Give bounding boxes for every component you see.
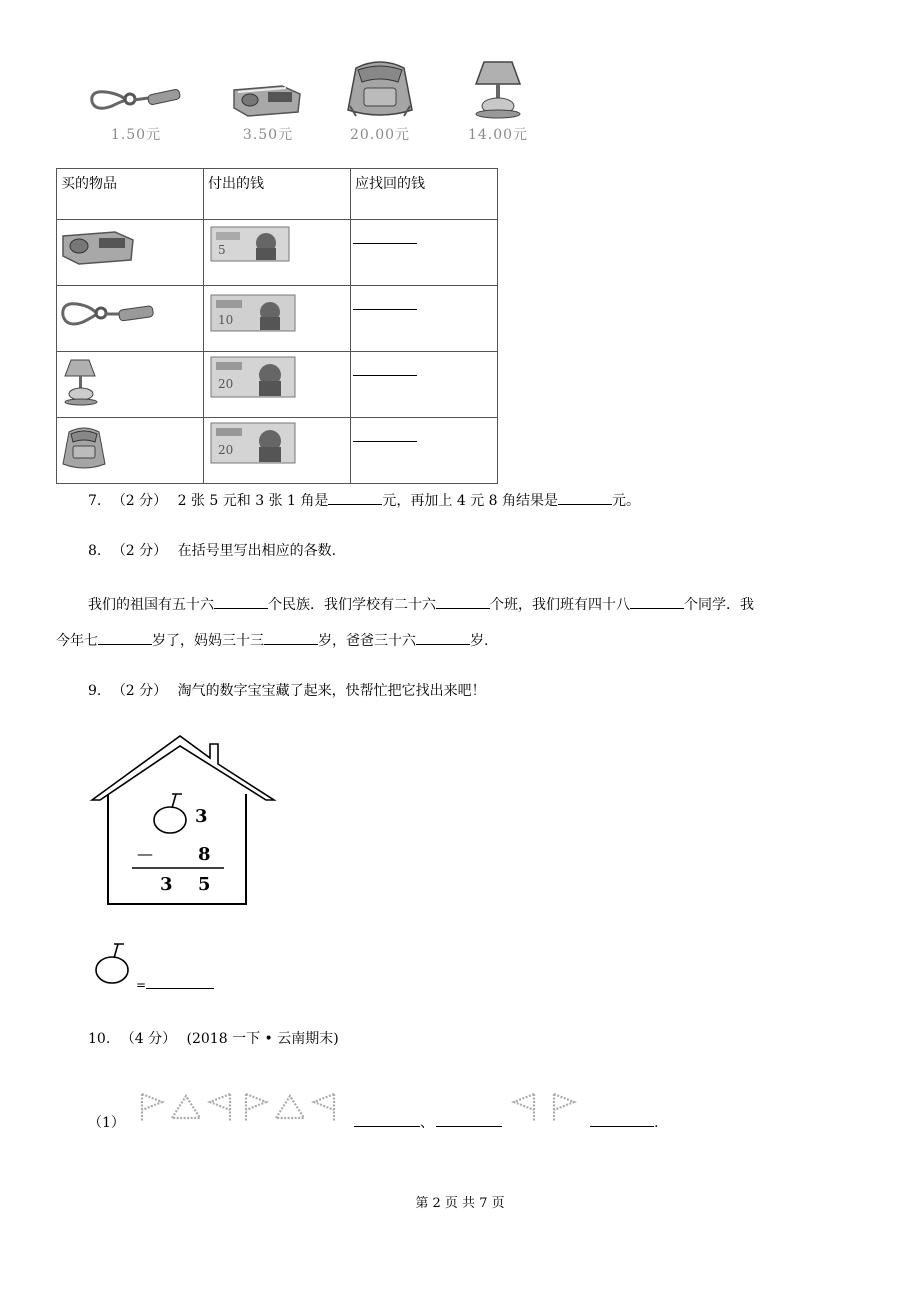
answer-blank[interactable] (214, 594, 268, 609)
question-score: （2 分） (111, 493, 168, 509)
table-row (57, 418, 498, 484)
answer-blank[interactable] (328, 490, 382, 505)
note-value: 5 (218, 243, 226, 257)
price-label: 20.00元 (349, 127, 411, 143)
answer-blank[interactable] (146, 978, 214, 989)
row-change-cell (351, 418, 498, 484)
question-8 (88, 540, 336, 560)
header-change: 应找回的钱 (351, 169, 498, 220)
row-change-cell (351, 220, 498, 286)
question-score: （2 分） (111, 543, 168, 559)
question-text: 个民族．我们学校有二十六 (268, 597, 436, 613)
flag-left-icon (314, 1094, 334, 1122)
pencil-sharpener-icon (59, 224, 139, 268)
row-item-cell (57, 220, 204, 286)
row-paid-cell (204, 418, 351, 484)
flag-right-icon (554, 1094, 574, 1122)
question-number: 10. (88, 1031, 111, 1047)
table-row (57, 220, 498, 286)
note-value: 10 (218, 313, 234, 327)
question-9 (88, 680, 486, 700)
apple-icon (154, 794, 186, 833)
answer-blank[interactable] (98, 630, 152, 645)
answer-blank[interactable] (590, 1112, 654, 1127)
question-text: 2 张 5 元和 3 张 1 角是 (177, 493, 329, 509)
question-text: 今年七 (56, 633, 98, 649)
table-header-row (57, 169, 498, 220)
row-paid-cell (204, 220, 351, 286)
question-number: 9. (88, 683, 102, 699)
answer-blank[interactable] (354, 1112, 420, 1127)
question-text: 个班，我们班有四十八 (490, 597, 630, 613)
header-item: 买的物品 (57, 169, 204, 220)
row-paid-cell (204, 286, 351, 352)
apple-answer (136, 978, 214, 992)
question-prompt: 在括号里写出相应的各数. (177, 543, 337, 559)
question-text: 元，再加上 4 元 8 角结果是 (382, 493, 559, 509)
question-text: 岁了，妈妈三十三 (152, 633, 264, 649)
backpack-icon (342, 60, 418, 120)
banknote-icon (210, 422, 296, 464)
flag-left-icon (514, 1094, 534, 1122)
question-text: 岁，爸爸三十六 (318, 633, 416, 649)
question-number: 7. (88, 493, 102, 509)
subtrahend-digit: 8 (198, 844, 211, 865)
row-item-cell (57, 418, 204, 484)
question-text: 岁. (470, 633, 489, 649)
page-footer: 第 2 页 共 7 页 (415, 1196, 505, 1211)
table-row (57, 286, 498, 352)
result-ones-digit: 5 (198, 874, 211, 895)
result-tens-digit: 3 (160, 874, 173, 895)
subtraction-top-digit: 3 (195, 806, 208, 827)
question-10 (88, 1028, 339, 1048)
header-paid: 付出的钱 (204, 169, 351, 220)
question-10-part-1-label: （1） (88, 1115, 125, 1131)
banknote-icon (210, 226, 290, 262)
answer-blank[interactable] (353, 242, 417, 244)
question-prompt: 淘气的数字宝宝藏了起来，快帮忙把它找出来吧！ (177, 683, 486, 699)
question-text: 个同学．我 (684, 597, 754, 613)
apple-icon (92, 940, 136, 986)
question-number: 8. (88, 543, 102, 559)
banknote-icon (210, 294, 296, 332)
equals-sign: = (136, 978, 147, 992)
product-lamp (458, 58, 538, 144)
minus-sign: — (137, 844, 153, 863)
question-score: （2 分） (111, 683, 168, 699)
price-label: 1.50元 (110, 127, 162, 143)
answer-blank[interactable] (353, 440, 417, 442)
pencil-sharpener-icon (228, 78, 308, 120)
row-change-cell (351, 286, 498, 352)
banknote-icon (210, 356, 296, 398)
question-source: (2018 一下 • 云南期末) (186, 1031, 339, 1047)
shape-sequence (138, 1090, 358, 1126)
answer-blank[interactable] (436, 1112, 502, 1127)
period: . (654, 1115, 659, 1131)
row-item-cell (57, 352, 204, 418)
jump-rope-icon (57, 294, 157, 338)
row-change-cell (351, 352, 498, 418)
price-label: 3.50元 (242, 127, 294, 143)
question-10-final-blank (590, 1112, 658, 1131)
row-paid-cell (204, 352, 351, 418)
flag-right-icon (142, 1094, 162, 1122)
question-text: 元。 (612, 493, 641, 509)
note-value: 20 (218, 443, 234, 457)
question-8-line-1 (88, 594, 754, 614)
table-row (57, 352, 498, 418)
price-label: 14.00元 (467, 127, 529, 143)
answer-blank[interactable] (436, 594, 490, 609)
house-diagram (88, 732, 278, 908)
lamp-icon (61, 358, 101, 408)
answer-blank[interactable] (416, 630, 470, 645)
jump-rope-icon (86, 80, 186, 120)
backpack-icon (59, 426, 109, 472)
flag-left-icon (210, 1094, 230, 1122)
question-8-line-2 (56, 630, 488, 650)
change-table (56, 168, 498, 484)
shape-pair (510, 1090, 580, 1126)
triangle-icon (276, 1096, 304, 1118)
question-10-blanks (354, 1112, 502, 1132)
question-7 (88, 490, 640, 510)
answer-blank[interactable] (558, 490, 612, 505)
product-jump-rope (86, 80, 186, 144)
answer-blank[interactable] (630, 594, 684, 609)
question-score: （4 分） (120, 1031, 177, 1047)
triangle-icon (172, 1096, 200, 1118)
note-value: 20 (218, 377, 234, 391)
answer-blank[interactable] (264, 630, 318, 645)
product-pencil-sharpener (228, 78, 308, 144)
separator: 、 (420, 1115, 434, 1131)
product-backpack (342, 60, 418, 144)
question-text: 我们的祖国有五十六 (88, 597, 214, 613)
row-item-cell (57, 286, 204, 352)
flag-right-icon (246, 1094, 266, 1122)
answer-blank[interactable] (353, 374, 417, 376)
answer-blank[interactable] (353, 308, 417, 310)
lamp-icon (458, 58, 538, 120)
